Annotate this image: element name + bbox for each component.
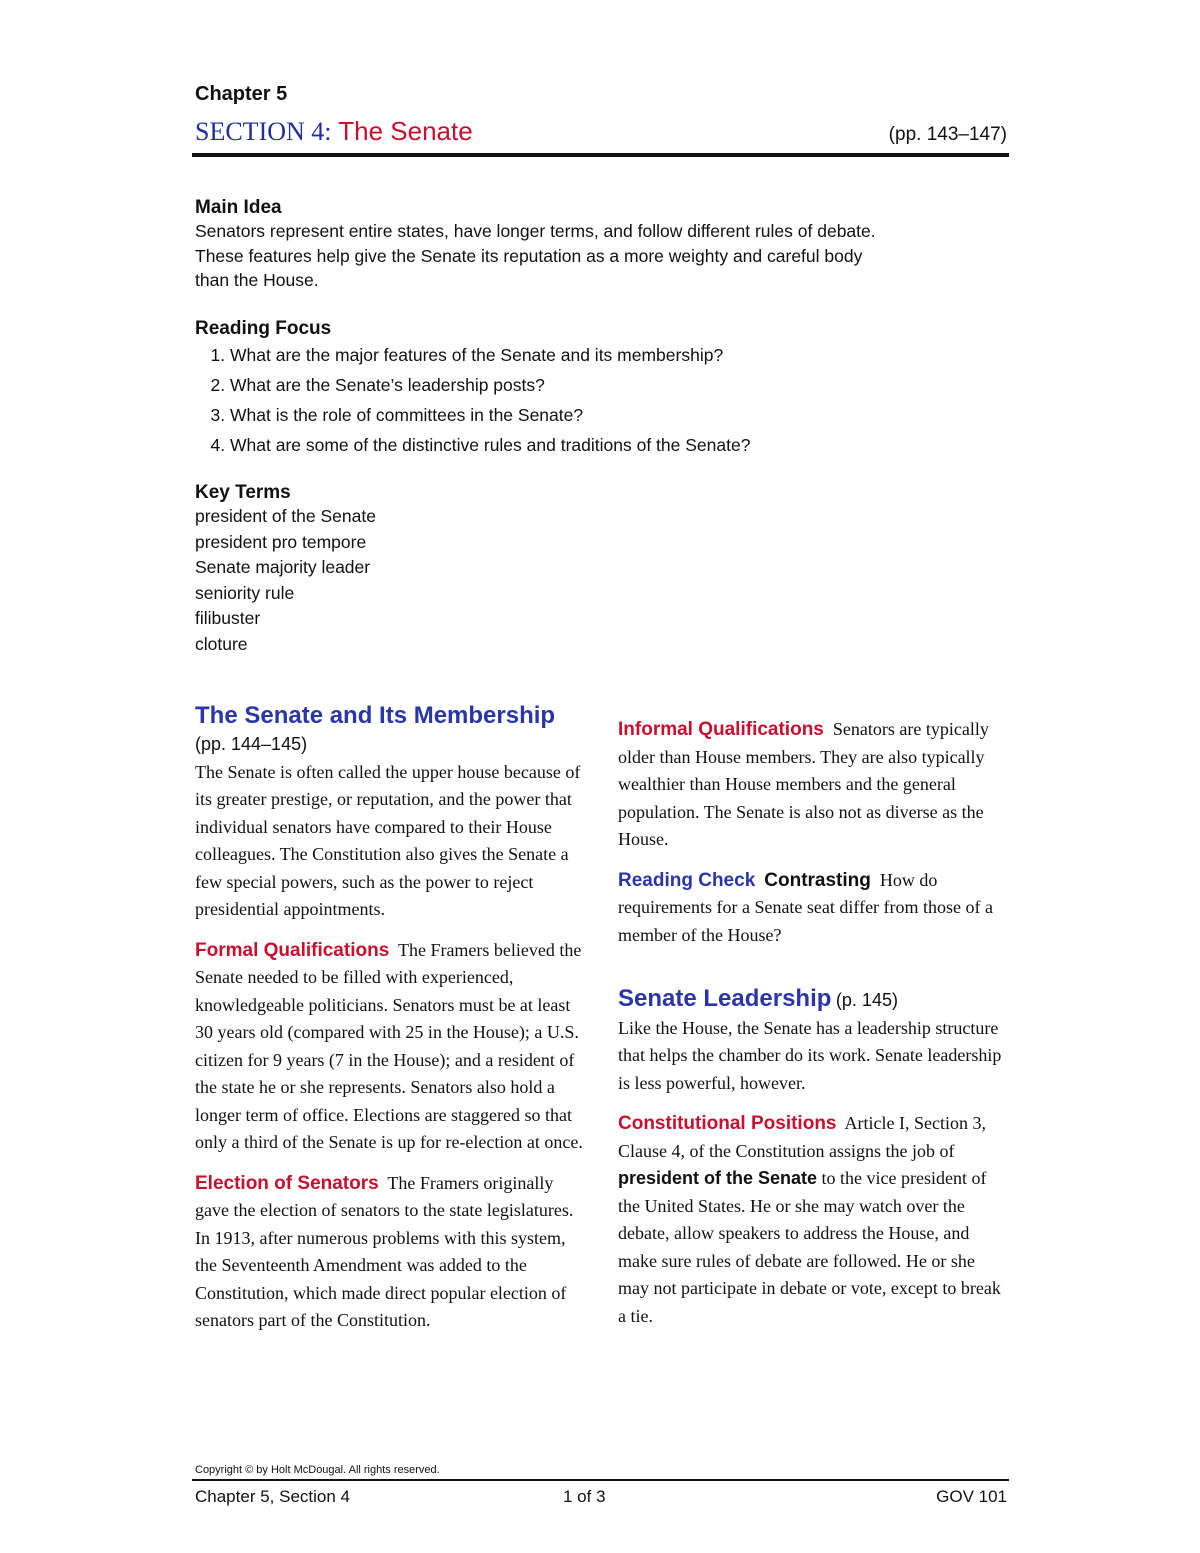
section-name: The Senate <box>338 116 473 146</box>
footer-section: Chapter 5, Section 4 <box>195 1487 350 1506</box>
section-number: SECTION 4: <box>195 117 332 146</box>
formal-qualifications-heading: Formal Qualifications <box>195 939 390 961</box>
key-terms-heading: Key Terms <box>195 482 291 503</box>
header-rule <box>192 153 1009 157</box>
key-terms-list <box>195 504 376 658</box>
copyright: Copyright © by Holt McDougal. All rights reserved. <box>195 1464 440 1476</box>
reading-focus-list <box>195 340 915 460</box>
formal-qualifications-text: The Framers believed the Senate needed to be filled with experienced, knowledgeable politicians. Senators must be at least 30 years old (compared with 25 in the House); a U.S. citizen for 9 years (7 in the House); and a resident of the state he or she represents. Senators also hold a longer term of office. Elections are staggered so that only a third of the Senate is up for re-election at once. <box>195 939 583 1152</box>
left-column <box>195 701 587 1348</box>
section-pages: (pp. 143–147) <box>888 124 1007 145</box>
key-term-item: Senate majority leader <box>195 557 371 578</box>
constitutional-positions-paragraph <box>618 1110 1010 1330</box>
course-code: GOV 101 <box>936 1487 1007 1506</box>
membership-heading: The Senate and Its Membership <box>195 702 556 729</box>
constitutional-positions-text-2: to the vice president of the United States. He or she may watch over the debate, allow speakers to address the House, and make sure rules of debate are followed. He or she may not participate in debate or vote, except to break a tie. <box>618 1168 1001 1326</box>
reading-focus-item: 1. What are the major features of the Senate and its membership? <box>230 340 915 370</box>
reading-check-skill: Contrasting <box>764 869 871 891</box>
main-idea-heading: Main Idea <box>195 197 282 218</box>
leadership-intro: Like the House, the Senate has a leadership structure that helps the chamber do its work. Senate leadership is less powerful, however. <box>618 1017 1002 1093</box>
key-term-president-of-senate: president of the Senate <box>618 1168 818 1188</box>
constitutional-positions-text-1: Article I, Section 3, Clause 4, of the Constitution assigns the job of <box>618 1113 986 1161</box>
election-paragraph <box>195 1170 587 1335</box>
reading-focus-item: 2. What are the Senate’s leadership posts? <box>230 370 915 400</box>
reading-check-question: How do requirements for a Senate seat differ from those of a member of the House? <box>618 869 994 945</box>
reading-check <box>618 867 1010 950</box>
section-title <box>195 116 473 147</box>
chapter-label: Chapter 5 <box>195 83 288 105</box>
formal-qualifications-paragraph <box>195 937 587 1157</box>
constitutional-positions-heading: Constitutional Positions <box>618 1113 837 1134</box>
main-idea <box>195 197 885 293</box>
election-heading: Election of Senators <box>195 1172 379 1194</box>
footer-rule <box>192 1479 1009 1481</box>
key-term-item: cloture <box>195 633 248 654</box>
main-idea-text: Senators represent entire states, have longer terms, and follow different rules of debate. These features help give the Senate its reputation as a more weighty and careful body than the House. <box>195 221 876 290</box>
informal-qualifications-text: Senators are typically older than House members. They are also typically wealthier than House members and the general population. The Senate is also not as diverse as the House. <box>618 719 989 849</box>
reading-check-label: Reading Check <box>618 869 756 891</box>
reading-focus <box>195 318 915 460</box>
reading-focus-heading: Reading Focus <box>195 318 332 339</box>
key-terms <box>195 482 376 658</box>
reading-focus-item: 3. What is the role of committees in the Senate? <box>230 400 915 430</box>
key-term-item: president of the Senate <box>195 506 376 526</box>
key-term-item: president pro tempore <box>195 531 367 552</box>
informal-qualifications-heading: Informal Qualifications <box>618 719 824 740</box>
membership-intro: The Senate is often called the upper house because of its greater prestige, or reputation, and the power that individual senators have compared to their House colleagues. The Constitution also gives the Senate a few special powers, such as the power to reject presidential appointments. <box>195 761 581 919</box>
informal-qualifications-paragraph <box>618 716 1010 854</box>
leadership-pages: (p. 145) <box>835 990 898 1010</box>
right-column <box>618 703 1010 1343</box>
leadership-heading: Senate Leadership <box>618 985 832 1012</box>
membership-pages: (pp. 144–145) <box>195 734 308 754</box>
key-term-item: seniority rule <box>195 582 295 603</box>
page-number: 1 of 3 <box>563 1487 606 1506</box>
key-term-item: filibuster <box>195 608 261 629</box>
leadership-title <box>618 984 1010 1015</box>
election-text: The Framers originally gave the election of senators to the state legislatures. In 1913, after numerous problems with this system, the Seventeenth Amendment was added to the Constitution, which made direct popular election of senators part of the Constitution. <box>195 1172 574 1330</box>
reading-focus-item: 4. What are some of the distinctive rules and traditions of the Senate? <box>230 430 915 460</box>
